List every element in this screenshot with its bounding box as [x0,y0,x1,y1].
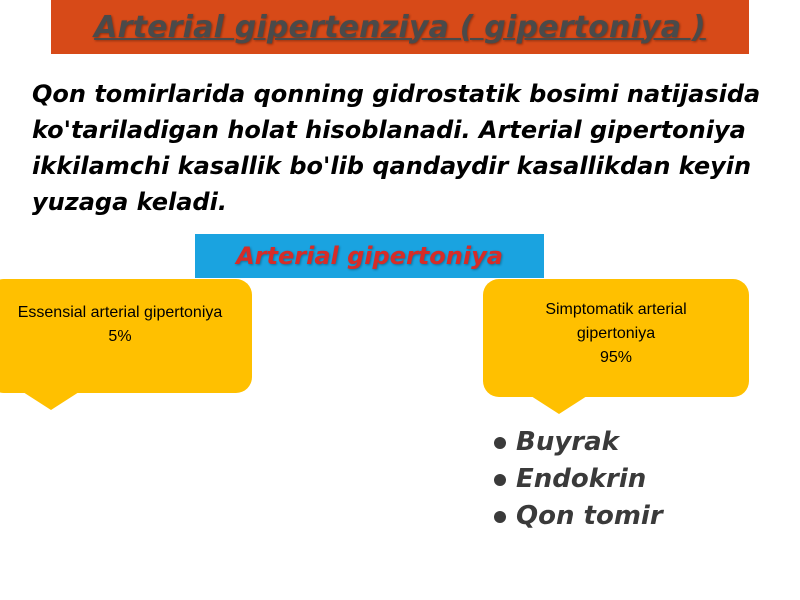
callout-essential-percent: 5% [108,328,132,345]
center-label: Arterial gipertoniya [236,242,503,270]
title-banner [51,0,749,54]
callout-symptomatic-tail [531,396,587,414]
list-item [494,461,663,498]
list-item [494,424,663,461]
callout-essential [0,279,252,393]
list-item-text: Qon tomir [516,501,663,531]
callout-essential-label: Essensial arterial gipertoniya [17,304,223,321]
bullet-dot-icon [494,437,506,449]
callout-symptomatic-label-1: Simptomatik arterial [545,301,687,318]
center-label-box [195,234,544,278]
slide-title: Arterial gipertenziya ( gipertoniya ) [94,9,706,45]
list-item-text: Buyrak [516,427,619,457]
callout-symptomatic-percent: 95% [599,349,633,366]
cause-list [494,424,663,535]
callout-symptomatic-label-2: gipertoniya [576,325,656,342]
callout-essential-tail [23,392,79,410]
intro-paragraph: Qon tomirlarida qonning gidrostatik bosimi natijasida ko'tariladigan holat hisoblanadi. Arterial gipertoniya ikkilamchi kasallik bo'lib qandaydir kasallikdan keyin yuzaga keladi. [32,80,761,216]
callout-symptomatic [483,279,749,397]
bullet-dot-icon [494,474,506,486]
list-item-text: Endokrin [516,464,647,494]
bullet-dot-icon [494,511,506,523]
list-item [494,498,663,535]
